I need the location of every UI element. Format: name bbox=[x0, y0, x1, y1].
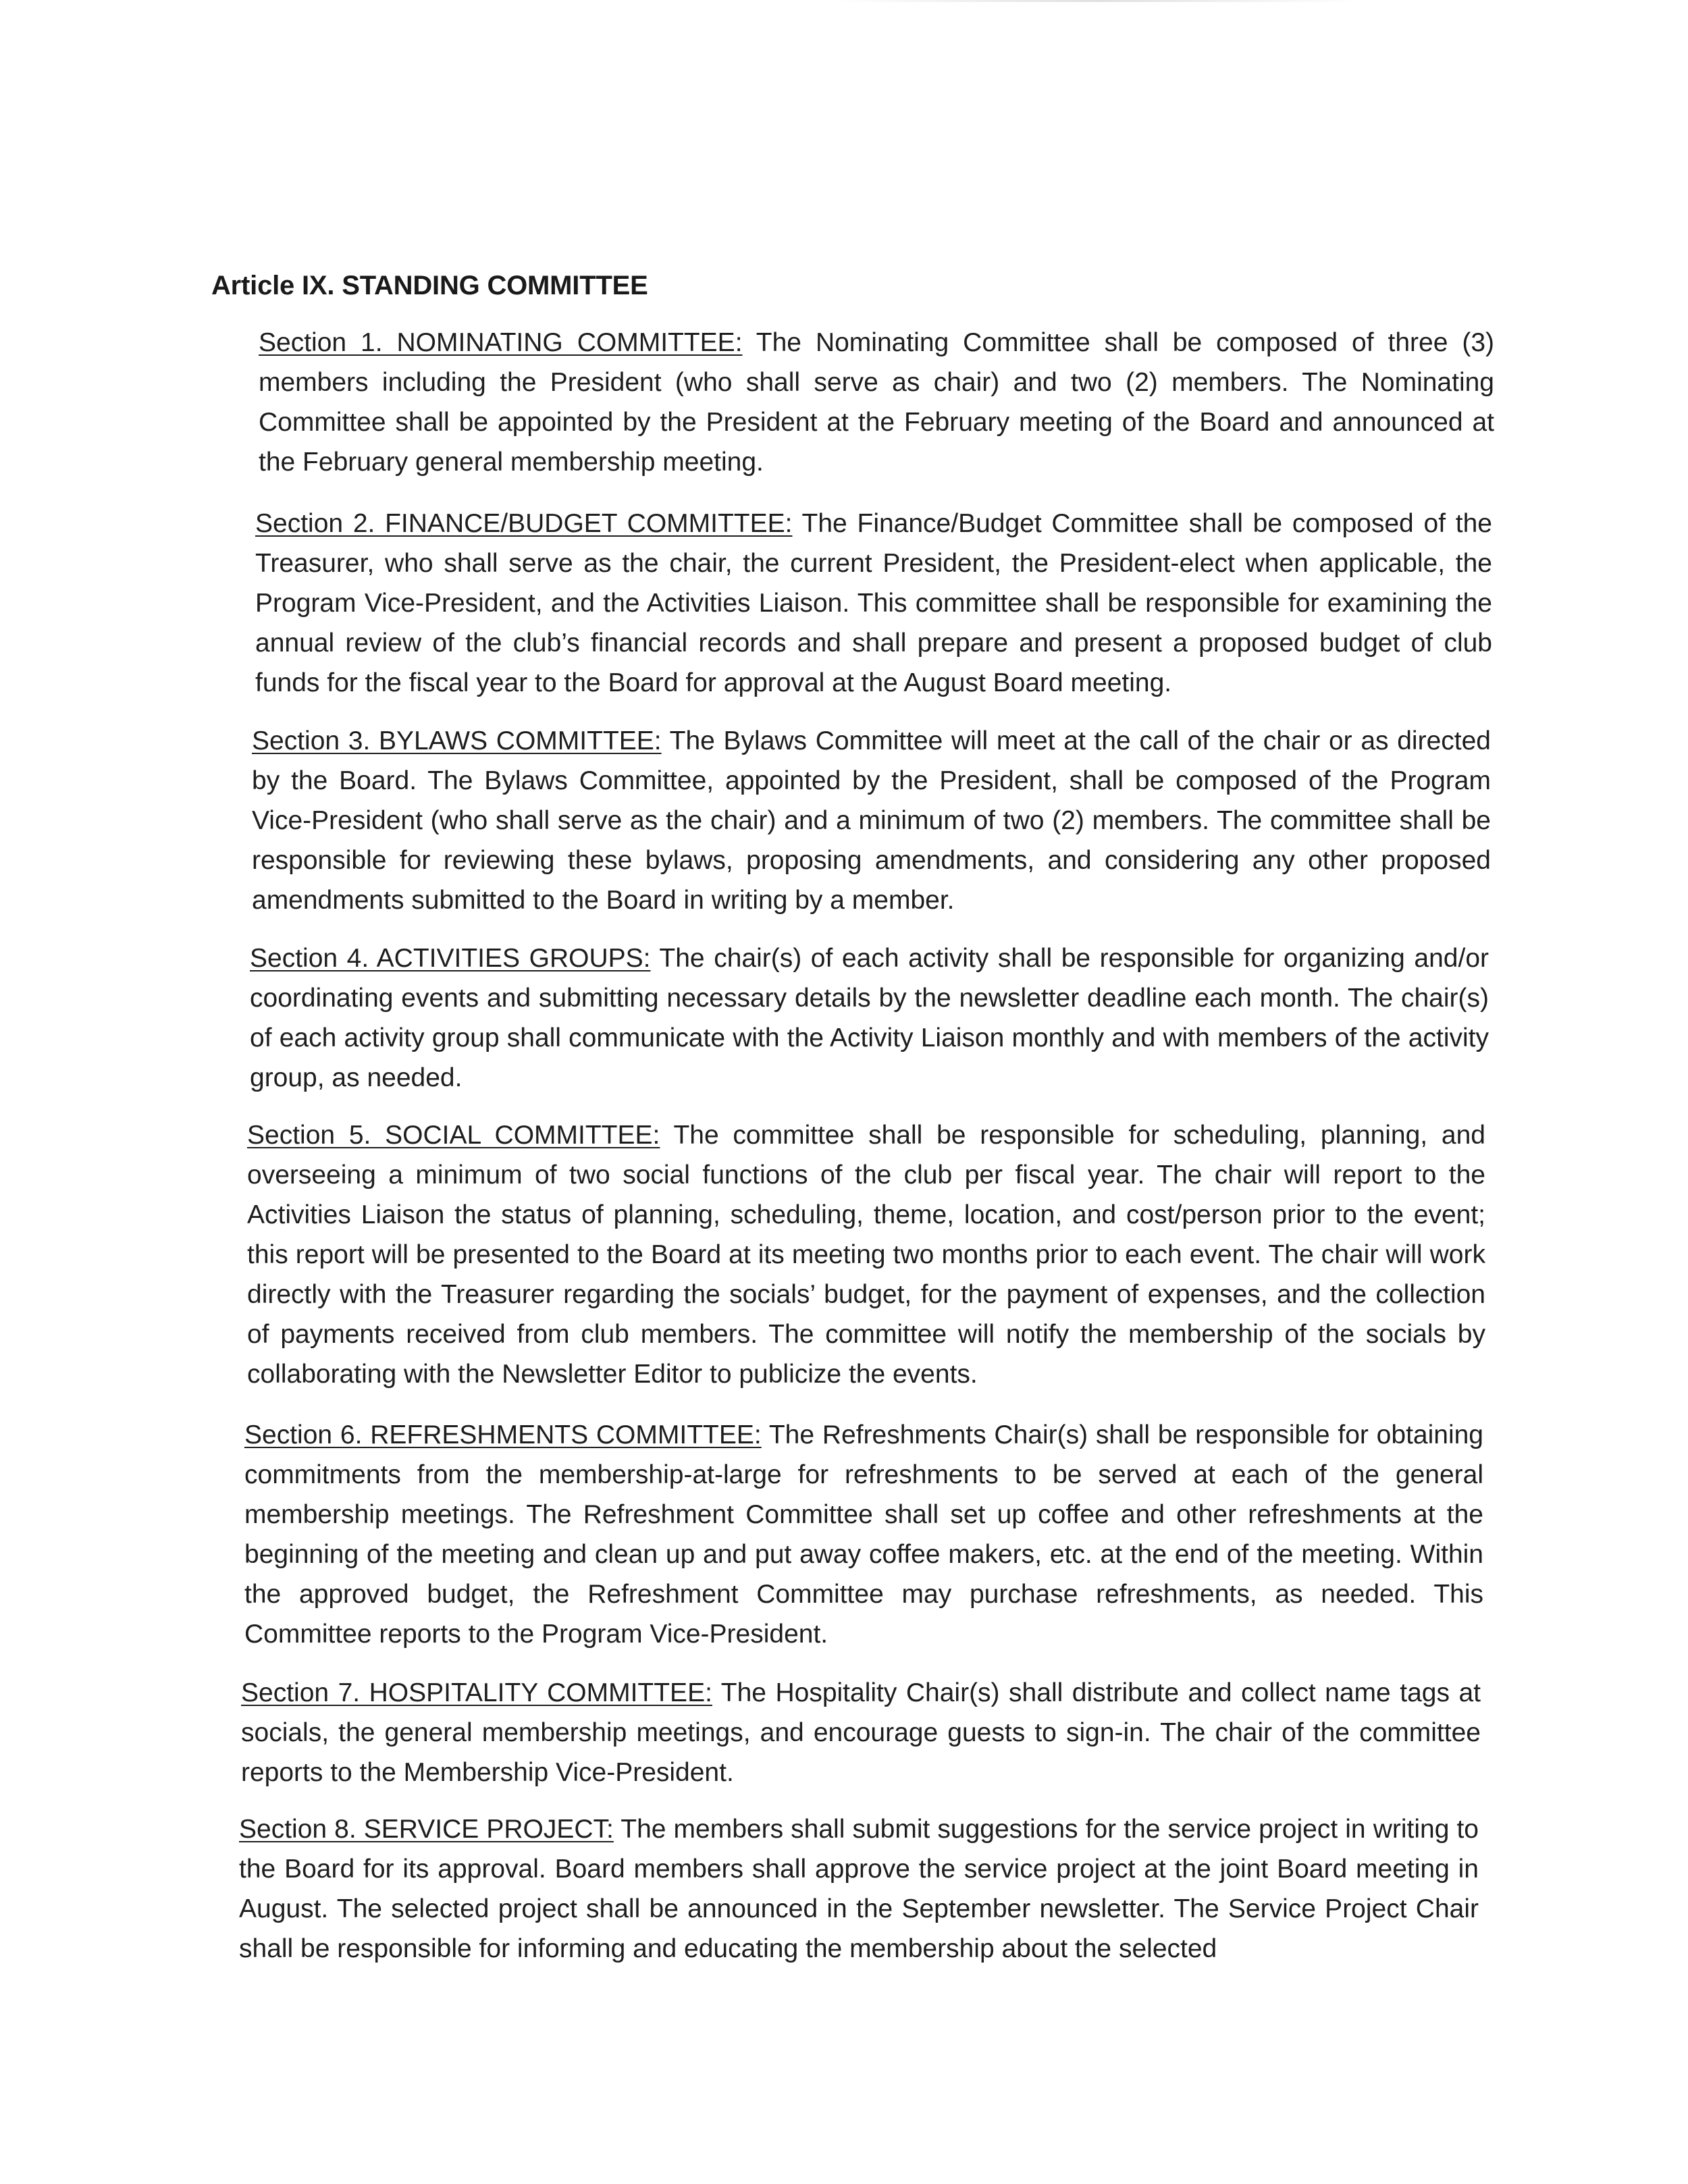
section-heading: Section 1. NOMINATING COMMITTEE: bbox=[259, 328, 743, 357]
section-body: The Finance/Budget Committee shall be composed of the Treasurer, who shall serve as the chair, the current President, the President-elect when applicable, the Program Vice-President, and the Activities Liaison. This committee shall be responsible for examining the annual review of the club’s financial records and shall prepare and present a proposed budget of club funds for the fiscal year to the Board for approval at the August Board meeting. bbox=[255, 509, 1492, 697]
section-finance-budget-committee bbox=[255, 504, 1492, 703]
section-nominating-committee bbox=[259, 323, 1494, 482]
section-social-committee bbox=[247, 1115, 1485, 1394]
scan-artifact bbox=[834, 0, 1361, 2]
section-body: The Bylaws Committee will meet at the call of the chair or as directed by the Board. The Bylaws Committee, appointed by the President, shall be composed of the Program Vice-President (who shall serve as the chair) and a minimum of two (2) members. The committee shall be responsible for reviewing these bylaws, proposing amendments, and considering any other proposed amendments submitted to the Board in writing by a member. bbox=[252, 726, 1491, 915]
section-body: The Hospitality Chair(s) shall distribute and collect name tags at socials, the general membership meetings, and encourage guests to sign-in. The chair of the committee reports to the Membership Vice-President. bbox=[241, 1678, 1481, 1787]
section-heading: Section 8. SERVICE PROJECT: bbox=[239, 1815, 614, 1844]
section-body: The members shall submit suggestions for the service project in writing to the Board for its approval. Board members shall approve the service project at the joint Board meeting in August. The selected project shall be announced in the September newsletter. The Service Project Chair shall be responsible for informing and educating the membership about the selected bbox=[239, 1815, 1479, 1963]
section-heading: Section 6. REFRESHMENTS COMMITTEE: bbox=[244, 1420, 762, 1449]
article-title: Article IX. STANDING COMMITTEE bbox=[211, 271, 648, 300]
section-heading: Section 2. FINANCE/BUDGET COMMITTEE: bbox=[255, 509, 793, 538]
section-body: The Refreshments Chair(s) shall be responsible for obtaining commitments from the membership-at-large for refreshments to be served at each of the general membership meetings. The Refreshment Committee shall set up coffee and other refreshments at the beginning of the meeting and clean up and put away coffee makers, etc. at the end of the meeting. Within the approved budget, the Refreshment Committee may purchase refreshments, as needed. This Committee reports to the Program Vice-President. bbox=[244, 1420, 1483, 1649]
section-bylaws-committee bbox=[252, 721, 1491, 920]
section-hospitality-committee bbox=[241, 1673, 1481, 1792]
section-heading: Section 5. SOCIAL COMMITTEE: bbox=[247, 1121, 660, 1150]
section-heading: Section 7. HOSPITALITY COMMITTEE: bbox=[241, 1678, 712, 1707]
section-heading: Section 4. ACTIVITIES GROUPS: bbox=[250, 944, 651, 973]
section-body: The chair(s) of each activity shall be responsible for organizing and/or coordinating events and submitting necessary details by the newsletter deadline each month. The chair(s) of each activity group shall communicate with the Activity Liaison monthly and with members of the activity group, as needed. bbox=[250, 944, 1489, 1092]
section-body: The Nominating Committee shall be composed of three (3) members including the President (who shall serve as chair) and two (2) members. The Nominating Committee shall be appointed by the President at the February meeting of the Board and announced at the February general membership meeting. bbox=[259, 328, 1495, 477]
section-refreshments-committee bbox=[244, 1415, 1483, 1654]
section-heading: Section 3. BYLAWS COMMITTEE: bbox=[252, 726, 662, 755]
section-service-project bbox=[239, 1809, 1479, 1969]
section-body: The committee shall be responsible for scheduling, planning, and overseeing a minimum of two social functions of the club per fiscal year. The chair will report to the Activities Liaison the status of planning, scheduling, theme, location, and cost/person prior to the event; this report will be presented to the Board at its meeting two months prior to each event. The chair will work directly with the Treasurer regarding the socials’ budget, for the payment of expenses, and the collection of payments received from club members. The committee will notify the membership of the socials by collaborating with the Newsletter Editor to publicize the events. bbox=[247, 1121, 1485, 1389]
section-activities-groups bbox=[250, 938, 1489, 1098]
